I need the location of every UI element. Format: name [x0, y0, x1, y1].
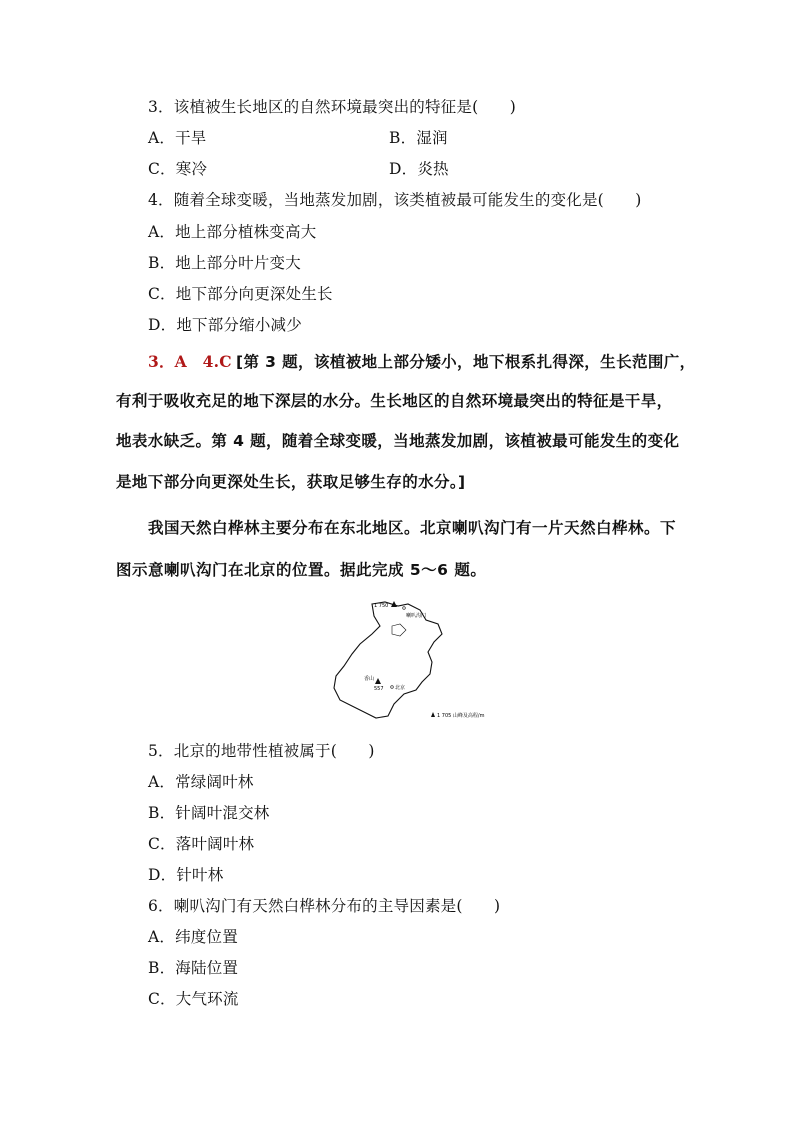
answer-key-3-4: 3．A 4.C — [148, 352, 232, 371]
question-3-option-a: A．干旱 — [148, 129, 207, 147]
question-6-option-c: C．大气环流 — [148, 990, 239, 1008]
inner-boundary — [392, 624, 406, 636]
xiangshan-peak-icon — [375, 678, 381, 684]
question-6-option-b: B．海陆位置 — [148, 959, 239, 977]
labadigoumen-marker-icon — [403, 607, 406, 610]
question-6-option-a: A．纬度位置 — [148, 928, 238, 946]
beijing-location-map — [330, 596, 510, 726]
question-4-option-b: B．地上部分叶片变大 — [148, 254, 301, 272]
explanation-line-4: 是地下部分向更深处生长，获取足够生存的水分。] — [116, 473, 466, 491]
question-4-option-a: A．地上部分植株变高大 — [148, 223, 317, 241]
explanation-line-3: 地表水缺乏。第 4 题，随着全球变暖，当地蒸发加剧，该植被最可能发生的变化 — [116, 432, 680, 450]
map-legend: 1 705 山峰及高程/m — [437, 713, 485, 719]
xiangshan-elevation-label: 557 — [374, 686, 384, 692]
explanation-line-2: 有利于吸收充足的地下深层的水分。生长地区的自然环境最突出的特征是干旱， — [116, 392, 673, 410]
labadigoumen-label: 喇叭沟门 — [406, 613, 427, 619]
question-3-option-b: B．湿润 — [389, 129, 448, 147]
question-3-option-d: D．炎热 — [389, 160, 449, 178]
question-5-option-a: A．常绿阔叶林 — [148, 773, 254, 791]
question-5-stem: 5．北京的地带性植被属于( ) — [148, 742, 375, 760]
explanation-line-1: [第 3 题，该植被地上部分矮小，地下根系扎得深，生长范围广， — [236, 353, 696, 371]
question-3-stem: 3．该植被生长地区的自然环境最突出的特征是( ) — [148, 98, 516, 116]
question-3-option-c: C．寒冷 — [148, 160, 208, 178]
question-5-option-b: B．针阔叶混交林 — [148, 804, 270, 822]
question-4-stem: 4．随着全球变暖，当地蒸发加剧，该类植被最可能发生的变化是( ) — [148, 191, 642, 209]
legend-peak-icon — [431, 712, 435, 717]
question-5-option-c: C．落叶阔叶林 — [148, 835, 255, 853]
beijing-boundary — [334, 602, 442, 718]
question-6-stem: 6．喇叭沟门有天然白桦林分布的主导因素是( ) — [148, 897, 501, 915]
peak-elevation-label: 1 750 — [374, 603, 389, 609]
intro-line-1: 我国天然白桦林主要分布在东北地区。北京喇叭沟门有一片天然白桦林。下 — [148, 519, 677, 537]
beijing-marker-icon — [391, 686, 394, 689]
question-4-option-c: C．地下部分向更深处生长 — [148, 285, 333, 303]
xiangshan-label: 香山 — [364, 676, 375, 682]
question-4-option-d: D．地下部分缩小减少 — [148, 316, 302, 334]
beijing-label: 北京 — [395, 685, 406, 691]
intro-line-2: 图示意喇叭沟门在北京的位置。据此完成 5～6 题。 — [116, 561, 487, 579]
question-5-option-d: D．针叶林 — [148, 866, 224, 884]
